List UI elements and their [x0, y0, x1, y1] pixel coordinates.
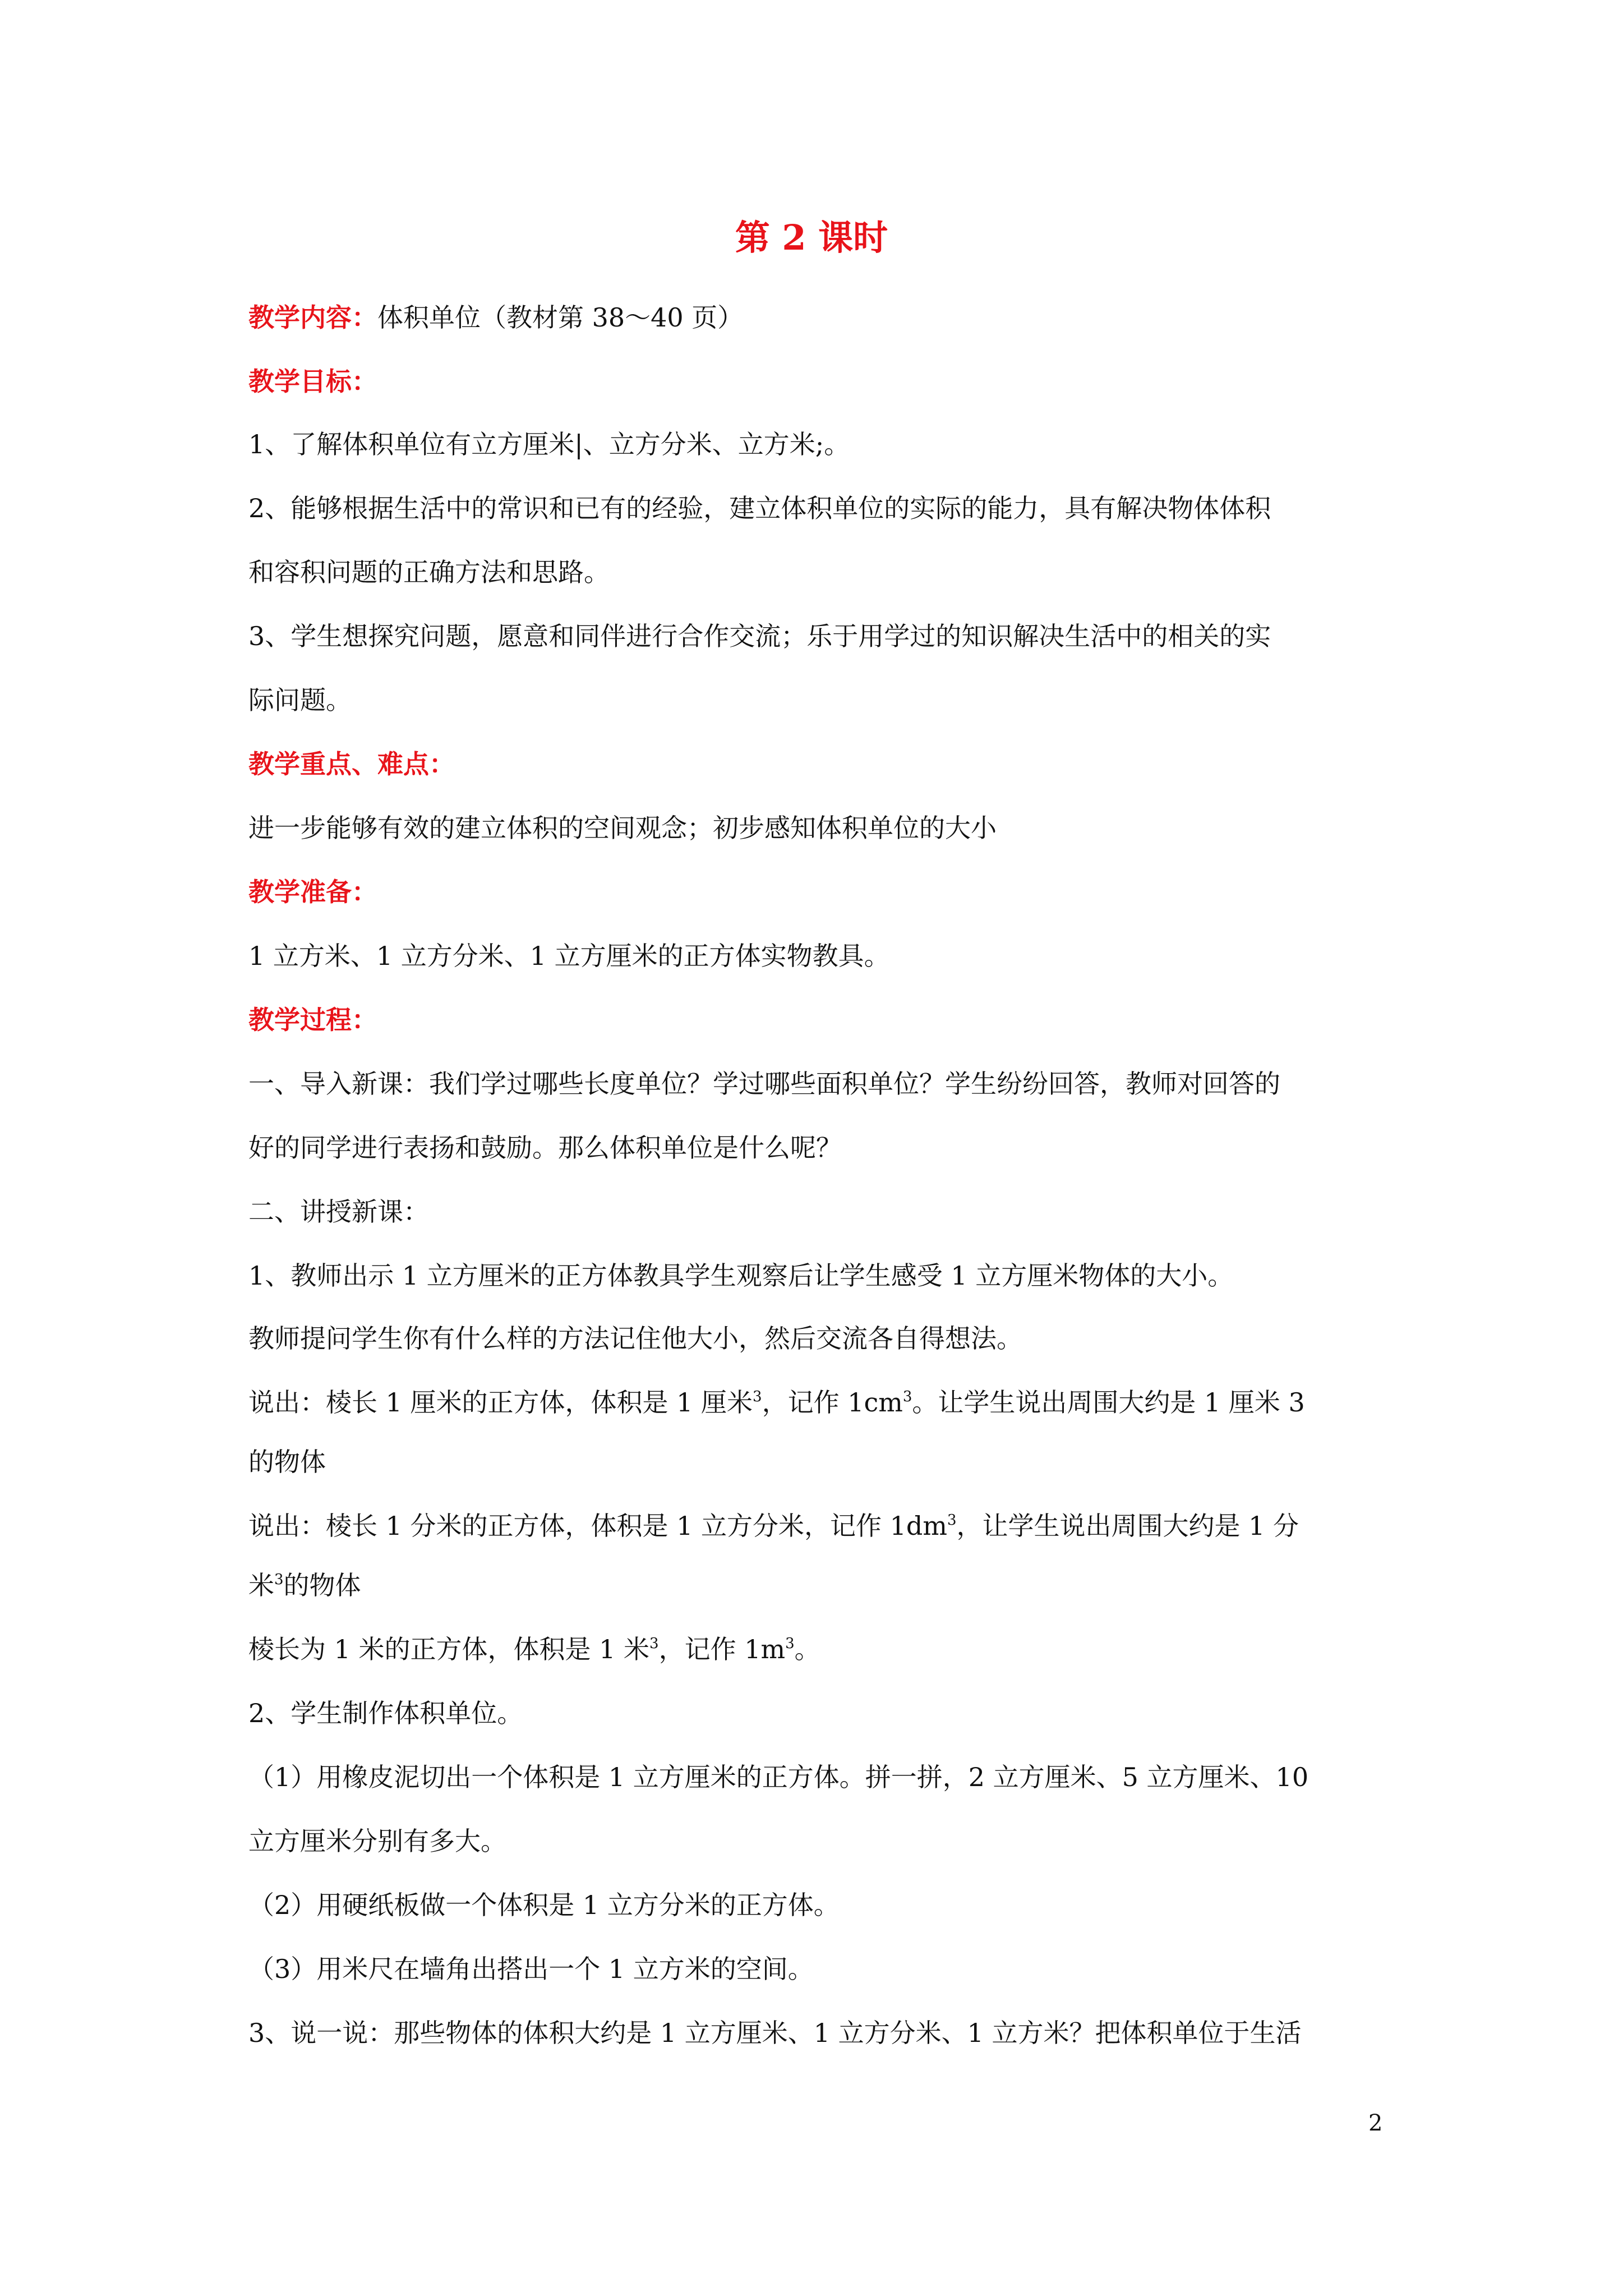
page-number: 2 — [1368, 2110, 1383, 2136]
process-line — [248, 1568, 1393, 1602]
process-line: 3、说一说：那些物体的体积大约是 1 立方厘米、1 立方分米、1 立方米？把体积单位于生活 — [248, 2018, 1302, 2048]
keypoints-text: 进一步能够有效的建立体积的空间观念；初步感知体积单位的大小 — [248, 813, 997, 843]
process-label: 教学过程： — [248, 1005, 377, 1035]
process-line: 1、教师出示 1 立方厘米的正方体教具学生观察后让学生感受 1 立方厘米物体的大小。 — [248, 1260, 1234, 1291]
process-line: （1）用橡皮泥切出一个体积是 1 立方厘米的正方体。拼一拼，2 立方厘米、5 立方厘米、10 — [248, 1762, 1309, 1792]
superscript: 3 — [902, 1388, 912, 1405]
superscript: 3 — [274, 1571, 284, 1588]
process-line: （2）用硬纸板做一个体积是 1 立方分米的正方体。 — [248, 1890, 840, 1920]
goals-label: 教学目标： — [248, 366, 377, 397]
prep-label: 教学准备： — [248, 877, 377, 907]
text-segment: 棱长为 1 米的正方体，体积是 1 米 — [248, 1634, 650, 1664]
text-segment: ，记作 1cm — [762, 1387, 903, 1418]
process-line: 好的同学进行表扬和鼓励。那么体积单位是什么呢？ — [248, 1133, 842, 1163]
superscript: 3 — [649, 1635, 659, 1652]
goal-line: 2、能够根据生活中的常识和已有的经验，建立体积单位的实际的能力，具有解决物体体积 — [248, 493, 1271, 523]
superscript: 3 — [785, 1635, 795, 1652]
process-line: 立方厘米分别有多大。 — [248, 1826, 506, 1856]
goal-line: 际问题。 — [248, 685, 352, 715]
text-segment: 说出：棱长 1 分米的正方体，体积是 1 立方分米，记作 1dm — [248, 1511, 947, 1541]
process-line — [248, 1386, 1393, 1419]
prep-text: 1 立方米、1 立方分米、1 立方厘米的正方体实物教具。 — [248, 941, 890, 971]
text-segment: ，记作 1m — [658, 1634, 786, 1664]
text-segment: ，让学生说出周围大约是 1 分 — [956, 1511, 1299, 1541]
process-line: 教师提问学生你有什么样的方法记住他大小，然后交流各自得想法。 — [248, 1323, 1022, 1354]
process-line: 的物体 — [248, 1447, 326, 1477]
content-label: 教学内容： — [248, 302, 377, 333]
superscript: 3 — [753, 1388, 762, 1405]
process-line: （3）用米尺在墙角出搭出一个 1 立方米的空间。 — [248, 1954, 814, 1984]
process-line — [248, 1632, 1393, 1666]
text-segment: 。让学生说出周围大约是 1 厘米 3 — [912, 1387, 1305, 1418]
text-segment: 。 — [794, 1634, 820, 1664]
text-segment: 说出：棱长 1 厘米的正方体，体积是 1 厘米 — [248, 1387, 753, 1418]
text-segment: 的物体 — [283, 1570, 361, 1600]
lesson-title: 第 2 课时 — [735, 217, 888, 258]
goal-line: 1、了解体积单位有立方厘米|、立方分米、立方米;。 — [248, 429, 850, 459]
text-segment: 米 — [248, 1570, 274, 1600]
content-line — [248, 301, 1393, 334]
goal-line: 和容积问题的正确方法和思路。 — [248, 557, 610, 587]
process-line: 二、讲授新课： — [248, 1197, 429, 1227]
goal-line: 3、学生想探究问题，愿意和同伴进行合作交流；乐于用学过的知识解决生活中的相关的实 — [248, 621, 1271, 651]
process-line — [248, 1509, 1393, 1543]
keypoints-label: 教学重点、难点： — [248, 749, 455, 779]
superscript: 3 — [947, 1512, 957, 1529]
content-text: 体积单位（教材第 38～40 页） — [377, 302, 744, 333]
process-line: 一、导入新课：我们学过哪些长度单位？学过哪些面积单位？学生纷纷回答，教师对回答的 — [248, 1069, 1280, 1099]
process-line: 2、学生制作体积单位。 — [248, 1698, 523, 1728]
